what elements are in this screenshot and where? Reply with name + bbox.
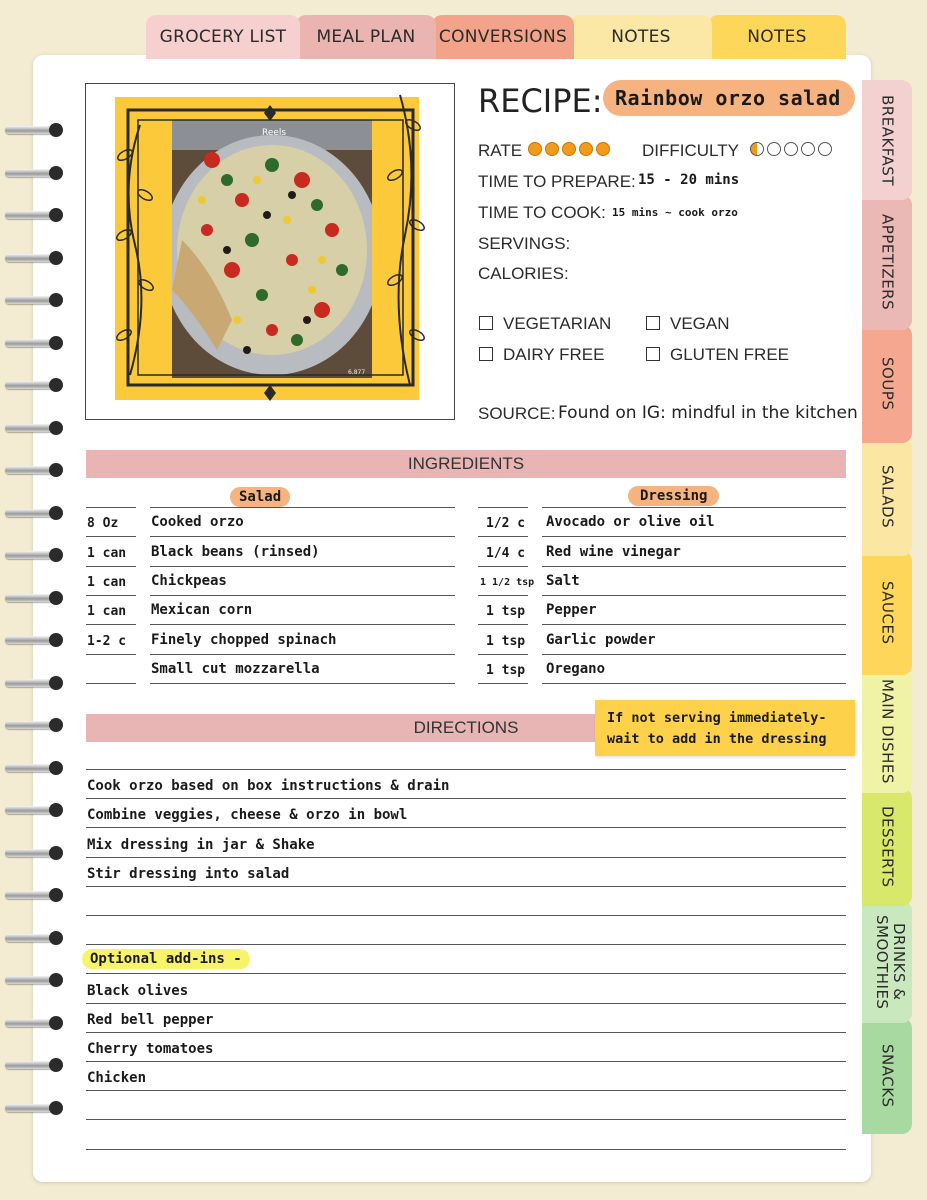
- ingredient-name: Mexican corn: [151, 602, 253, 618]
- tab-label: SALADS: [878, 465, 897, 529]
- spiral-ring: [5, 717, 63, 733]
- ruled-line: [150, 683, 455, 684]
- tab-label: MEAL PLAN: [316, 27, 416, 47]
- dairy-free-label: DAIRY FREE: [503, 345, 605, 364]
- tab-grocery-list[interactable]: [146, 15, 300, 59]
- tab-label: SAUCES: [878, 581, 897, 645]
- ingredient-name: Salt: [546, 573, 580, 589]
- ingredient-quantity: 1 tsp: [486, 663, 526, 678]
- source-label: SOURCE:: [478, 404, 556, 423]
- ruled-line: [86, 1003, 846, 1004]
- rating-circle[interactable]: [596, 142, 610, 156]
- ruled-line: [86, 654, 136, 655]
- ruled-line: [150, 624, 455, 625]
- ingredient-quantity: 1/2 c: [486, 516, 526, 531]
- sticky-note-text: If not serving immediately- wait to add in the dressing: [607, 710, 827, 747]
- ingredient-name: Chickpeas: [151, 573, 227, 589]
- ingredient-quantity: 1 tsp: [486, 634, 526, 649]
- ruled-line: [86, 857, 846, 858]
- spiral-ring: [5, 802, 63, 818]
- spiral-ring: [5, 292, 63, 308]
- ruled-line: [150, 654, 455, 655]
- tab-label: BREAKFAST: [878, 94, 897, 186]
- tab-drinks-smoothies[interactable]: [862, 901, 912, 1023]
- ingredients-header: [86, 450, 846, 478]
- optional-add-ins-heading: Optional add-ins -: [82, 949, 250, 969]
- ingredient-quantity: 1 can: [87, 575, 127, 590]
- rating-circles[interactable]: [528, 141, 613, 159]
- ingredient-name: Avocado or olive oil: [546, 514, 715, 530]
- ruled-line: [86, 798, 846, 799]
- direction-step: Black olives: [87, 983, 189, 999]
- ruled-line: [86, 624, 136, 625]
- difficulty-circles[interactable]: [750, 141, 835, 159]
- spiral-ring: [5, 207, 63, 223]
- calories-label: CALORIES:: [478, 264, 569, 283]
- vegan-checkbox[interactable]: [646, 316, 660, 330]
- ruled-line: [150, 566, 455, 567]
- tab-sauces[interactable]: [862, 551, 912, 675]
- spiral-ring: [5, 377, 63, 393]
- ruled-line: [478, 595, 528, 596]
- ruled-line: [150, 536, 455, 537]
- spiral-ring: [5, 1100, 63, 1116]
- cook-time-value: 15 mins ~ cook orzo: [612, 206, 738, 219]
- ruled-line: [478, 507, 528, 508]
- dressing-header: [628, 486, 719, 506]
- difficulty-circle[interactable]: [767, 142, 781, 156]
- tab-notes-2[interactable]: [708, 15, 846, 59]
- tab-notes-1[interactable]: [570, 15, 712, 59]
- difficulty-circle[interactable]: [750, 142, 764, 156]
- prep-time-label: TIME TO PREPARE:: [478, 172, 636, 191]
- vegetarian-checkbox[interactable]: [479, 316, 493, 330]
- spiral-ring: [5, 590, 63, 606]
- rating-circle[interactable]: [562, 142, 576, 156]
- direction-step: Red bell pepper: [87, 1012, 214, 1028]
- ingredient-quantity: 1 1/2 tsp: [480, 577, 535, 588]
- ruled-line: [542, 536, 846, 537]
- direction-step: Mix dressing in jar & Shake: [87, 837, 315, 853]
- ruled-line: [86, 769, 846, 770]
- ruled-line: [86, 915, 846, 916]
- spiral-ring: [5, 1015, 63, 1031]
- direction-step: Combine veggies, cheese & orzo in bowl: [87, 807, 408, 823]
- recipe-name-text: Rainbow orzo salad: [615, 86, 841, 110]
- ruled-line: [478, 624, 528, 625]
- spiral-ring: [5, 250, 63, 266]
- direction-step: Chicken: [87, 1070, 147, 1086]
- tab-label: CONVERSIONS: [438, 27, 568, 47]
- ingredient-quantity: 1 tsp: [486, 604, 526, 619]
- ingredient-name: Red wine vinegar: [546, 544, 681, 560]
- spiral-ring: [5, 165, 63, 181]
- gluten-free-label: GLUTEN FREE: [670, 345, 790, 364]
- ruled-line: [86, 827, 846, 828]
- spiral-ring: [5, 930, 63, 946]
- tab-label: DESSERTS: [878, 806, 897, 888]
- ruled-line: [86, 1119, 846, 1120]
- ingredient-name: Oregano: [546, 661, 606, 677]
- difficulty-circle[interactable]: [801, 142, 815, 156]
- ingredients-title: INGREDIENTS: [407, 454, 525, 473]
- rating-circle[interactable]: [545, 142, 559, 156]
- ruled-line: [86, 944, 846, 945]
- servings-label: SERVINGS:: [478, 234, 571, 253]
- tab-label: MAIN DISHES: [878, 679, 897, 784]
- ruled-line: [542, 654, 846, 655]
- direction-step: Cherry tomatoes: [87, 1041, 214, 1057]
- tab-main-dishes[interactable]: [862, 670, 912, 793]
- ingredient-quantity: 1 can: [87, 604, 127, 619]
- recipe-label: RECIPE:: [478, 82, 603, 120]
- ruled-line: [86, 886, 846, 887]
- spiral-ring: [5, 335, 63, 351]
- vine-frame-decoration: [110, 85, 430, 405]
- tab-label: SNACKS: [878, 1044, 897, 1108]
- spiral-ring: [5, 1057, 63, 1073]
- ruled-line: [86, 595, 136, 596]
- dairy-free-checkbox[interactable]: [479, 347, 493, 361]
- spiral-ring: [5, 972, 63, 988]
- tab-appetizers[interactable]: [862, 195, 912, 330]
- spiral-ring: [5, 760, 63, 776]
- tab-salads[interactable]: [862, 438, 912, 556]
- ruled-line: [542, 507, 846, 508]
- ruled-line: [478, 536, 528, 537]
- photo-likes-count: 6,877: [348, 369, 366, 376]
- recipe-name: [603, 80, 855, 116]
- spiral-ring: [5, 122, 63, 138]
- direction-step: Stir dressing into salad: [87, 866, 290, 882]
- vegetarian-label: VEGETARIAN: [503, 314, 612, 333]
- tab-label: APPETIZERS: [878, 214, 897, 311]
- directions-title: DIRECTIONS: [413, 718, 519, 737]
- ruled-line: [150, 507, 455, 508]
- spiral-ring: [5, 675, 63, 691]
- ruled-line: [86, 1149, 846, 1150]
- ruled-line: [86, 973, 846, 974]
- ingredient-name: Small cut mozzarella: [151, 661, 320, 677]
- ruled-line: [478, 683, 528, 684]
- ruled-line: [542, 566, 846, 567]
- sticky-note: [595, 700, 855, 756]
- ingredient-quantity: 1/4 c: [486, 546, 526, 561]
- spiral-ring: [5, 632, 63, 648]
- ingredient-quantity: 1 can: [87, 546, 127, 561]
- spiral-ring: [5, 420, 63, 436]
- ruled-line: [86, 507, 136, 508]
- ruled-line: [542, 624, 846, 625]
- ingredient-name: Black beans (rinsed): [151, 544, 320, 560]
- spiral-ring: [5, 505, 63, 521]
- prep-time-value: 15 - 20 mins: [638, 172, 740, 188]
- salad-header-text: Salad: [239, 489, 282, 505]
- tab-conversions[interactable]: [432, 15, 574, 59]
- spiral-ring: [5, 845, 63, 861]
- ruled-line: [478, 654, 528, 655]
- ruled-line: [150, 595, 455, 596]
- ruled-line: [86, 1090, 846, 1091]
- tab-label: DRINKS & SMOOTHIES: [873, 914, 908, 1010]
- rating-circle[interactable]: [528, 142, 542, 156]
- tab-soups[interactable]: [862, 325, 912, 443]
- ruled-line: [86, 1061, 846, 1062]
- ruled-line: [478, 566, 528, 567]
- ingredient-quantity: 1-2 c: [87, 634, 127, 649]
- photo-app-label: Reels: [262, 128, 287, 138]
- vegan-label: VEGAN: [670, 314, 730, 333]
- tab-label: SOUPS: [878, 357, 897, 411]
- ingredient-name: Finely chopped spinach: [151, 632, 337, 648]
- difficulty-label: DIFFICULTY: [642, 141, 739, 160]
- ingredient-name: Cooked orzo: [151, 514, 244, 530]
- spiral-ring: [5, 547, 63, 563]
- spiral-ring: [5, 887, 63, 903]
- salad-header: [230, 487, 290, 507]
- ingredient-name: Pepper: [546, 602, 597, 618]
- tab-desserts[interactable]: [862, 788, 912, 906]
- ruled-line: [86, 683, 136, 684]
- tab-snacks[interactable]: [862, 1018, 912, 1134]
- tab-breakfast[interactable]: [862, 80, 912, 200]
- source-value: Found on IG: mindful in the kitchen: [558, 403, 858, 423]
- ruled-line: [86, 566, 136, 567]
- ruled-line: [542, 595, 846, 596]
- difficulty-circle[interactable]: [784, 142, 798, 156]
- ingredient-quantity: 8 Oz: [87, 516, 119, 531]
- tab-label: NOTES: [747, 27, 807, 47]
- ruled-line: [86, 536, 136, 537]
- tab-label: NOTES: [611, 27, 671, 47]
- spiral-ring: [5, 462, 63, 478]
- tab-meal-plan[interactable]: [296, 15, 436, 59]
- direction-step: Cook orzo based on box instructions & drain: [87, 778, 450, 794]
- gluten-free-checkbox[interactable]: [646, 347, 660, 361]
- ruled-line: [542, 683, 846, 684]
- rating-circle[interactable]: [579, 142, 593, 156]
- cook-time-label: TIME TO COOK:: [478, 203, 606, 222]
- difficulty-circle[interactable]: [818, 142, 832, 156]
- tab-label: GROCERY LIST: [159, 27, 287, 47]
- dressing-header-text: Dressing: [640, 488, 708, 504]
- rate-label: RATE: [478, 141, 523, 160]
- ruled-line: [86, 1032, 846, 1033]
- ingredient-name: Garlic powder: [546, 632, 656, 648]
